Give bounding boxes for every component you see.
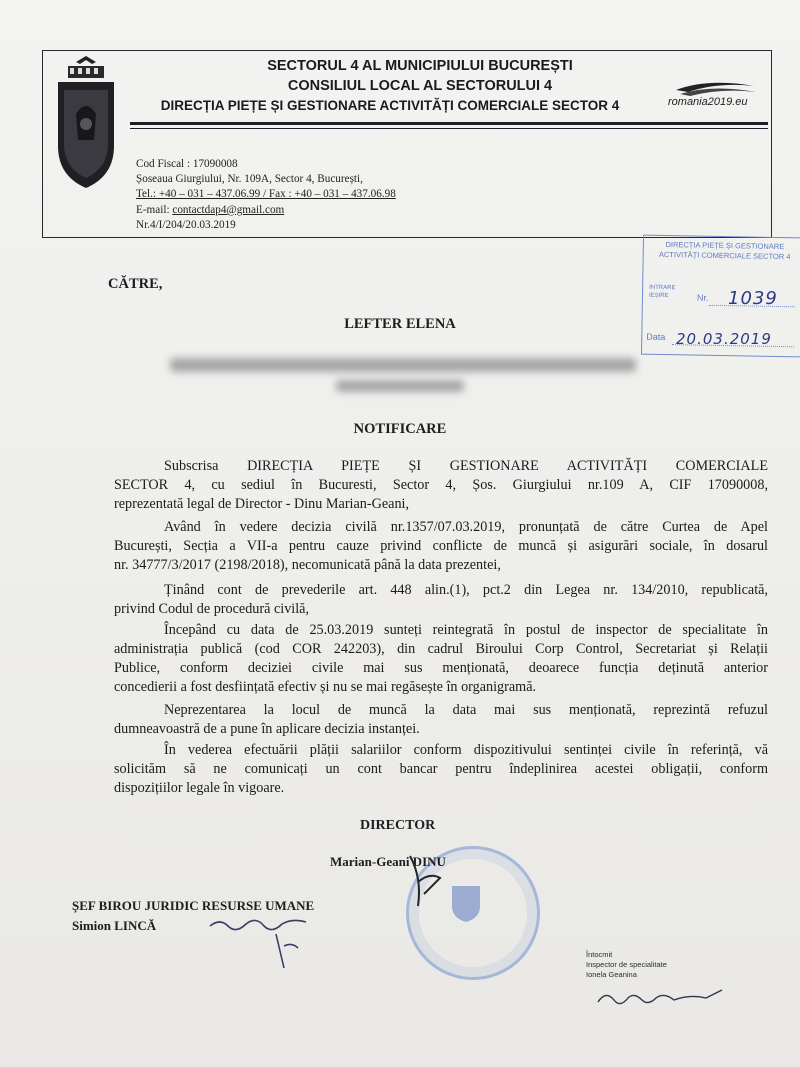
handwritten-signature-icon	[594, 984, 734, 1014]
header-line-2: CONSILIUL LOCAL AL SECTORULUI 4	[287, 78, 553, 94]
document-title: NOTIFICARE	[353, 421, 447, 437]
stamp-direction-labels	[649, 284, 676, 300]
salutation: CĂTRE,	[108, 276, 163, 292]
header-line-1: SECTORUL 4 AL MUNICIPIULUI BUCUREȘTI	[267, 58, 573, 74]
director-signature-icon	[400, 848, 454, 912]
redacted-address-line-1	[170, 358, 636, 372]
body-line: Neprezentarea la locul de muncă la data mai sus menționată, reprezintă refuzul	[164, 702, 768, 718]
romania2019-logo-text: romania2019.eu	[668, 96, 748, 108]
stamp-date-label: Data	[646, 331, 666, 343]
body-line: concedierii a fost desființată efectiv și nu se mai regăsește în organigramă.	[114, 679, 537, 695]
legal-dept-title: ȘEF BIROU JURIDIC RESURSE UMANE	[72, 898, 315, 913]
fiscal-code: Cod Fiscal : 17090008	[136, 158, 238, 170]
legal-dept-name: Simion LINCĂ	[72, 918, 157, 933]
header-rule-thick	[130, 122, 768, 125]
body-line: București, Secția a VII-a pentru cauze privind conflicte de muncă și asigurări sociale, în dosarul	[114, 538, 768, 554]
body-line: administrația publică (cod COR 242203), din cadrul Biroului Corp Control, Secretariat și Relații	[114, 641, 768, 657]
body-line: solicităm să ne comunicați un cont bancar pentru îndeplinirea acestei obligații, conform	[114, 761, 768, 777]
body-line: dumneavoastră de a pune în aplicare decizia instanței.	[114, 721, 420, 737]
email-label: E-mail:	[136, 204, 173, 216]
redacted-address-line-2	[336, 380, 464, 392]
header-line-3: DIRECȚIA PIEȚE ȘI GESTIONARE ACTIVITĂȚI COMERCIALE SECTOR 4	[160, 98, 620, 113]
body-line: SECTOR 4, cu sediul în Bucuresti, Sector 4, Șos. Giurgiului nr.109 A, CIF 17090008,	[114, 477, 768, 493]
body-line: Având în vedere decizia civilă nr.1357/07.03.2019, pronunțată de către Curtea de Apel	[164, 519, 768, 535]
reference-number: Nr.4/I/204/20.03.2019	[136, 219, 236, 231]
stamp-iesire-label: IEȘIRE	[648, 292, 669, 300]
stamp-title: DIRECȚIA PIEȚE ȘI GESTIONARE ACTIVITĂȚI COMERCIALE SECTOR 4	[658, 240, 791, 262]
prepared-by-label: Întocmit	[586, 950, 613, 959]
stamp-date-handwritten: 20.03.2019	[676, 330, 772, 348]
prepared-by-name: Ionela Geanina	[586, 970, 637, 979]
director-name: Marian-Geani DINU	[330, 854, 446, 869]
body-line: dispozițiilor legale în vigoare.	[114, 780, 285, 796]
phone-fax: Tel.: +40 – 031 – 437.06.99 / Fax : +40 – 031 – 437.06.98	[136, 188, 396, 200]
email-link[interactable]: contactdap4@gmail.com	[172, 204, 285, 216]
sector-4-coat-of-arms-icon	[54, 54, 118, 190]
address: Șoseaua Giurgiului, Nr. 109A, Sector 4, București,	[136, 173, 363, 185]
stamp-intrare-label: INTRARE	[649, 284, 676, 292]
recipient-name: LEFTER ELENA	[344, 316, 456, 332]
stamp-nr-label: Nr.	[696, 292, 709, 303]
stamp-number-handwritten: 1039	[728, 288, 778, 309]
prepared-by-role: Inspector de specialitate	[586, 960, 667, 969]
body-line: privind Codul de procedură civilă,	[114, 601, 310, 617]
header-rule-thin	[130, 128, 768, 129]
body-line: reprezentată legal de Director - Dinu Marian-Geani,	[114, 496, 410, 512]
email-line	[136, 204, 284, 216]
body-line: Subscrisa DIRECȚIA PIEȚE ȘI GESTIONARE ACTIVITĂȚI COMERCIALE	[164, 458, 768, 474]
director-title: DIRECTOR	[360, 818, 436, 833]
body-line: nr. 34777/3/2017 (2198/2018), necomunicată până la data prezentei,	[114, 557, 501, 573]
body-line: Ținând cont de prevederile art. 448 alin.(1), pct.2 din Legea nr. 134/2010, republicată,	[164, 582, 768, 598]
body-line: Începând cu data de 25.03.2019 sunteți reintegrată în postul de inspector de specialitate în	[164, 622, 768, 638]
body-line: În vederea efectuării plății salariilor conform dispozitivului sentinței civile în referință, vă	[164, 742, 768, 758]
legal-signature-icon	[206, 912, 326, 972]
body-line: Publice, conform deciziei civile mai sus menționată, deoarece funcția deținută anterior	[114, 660, 768, 676]
